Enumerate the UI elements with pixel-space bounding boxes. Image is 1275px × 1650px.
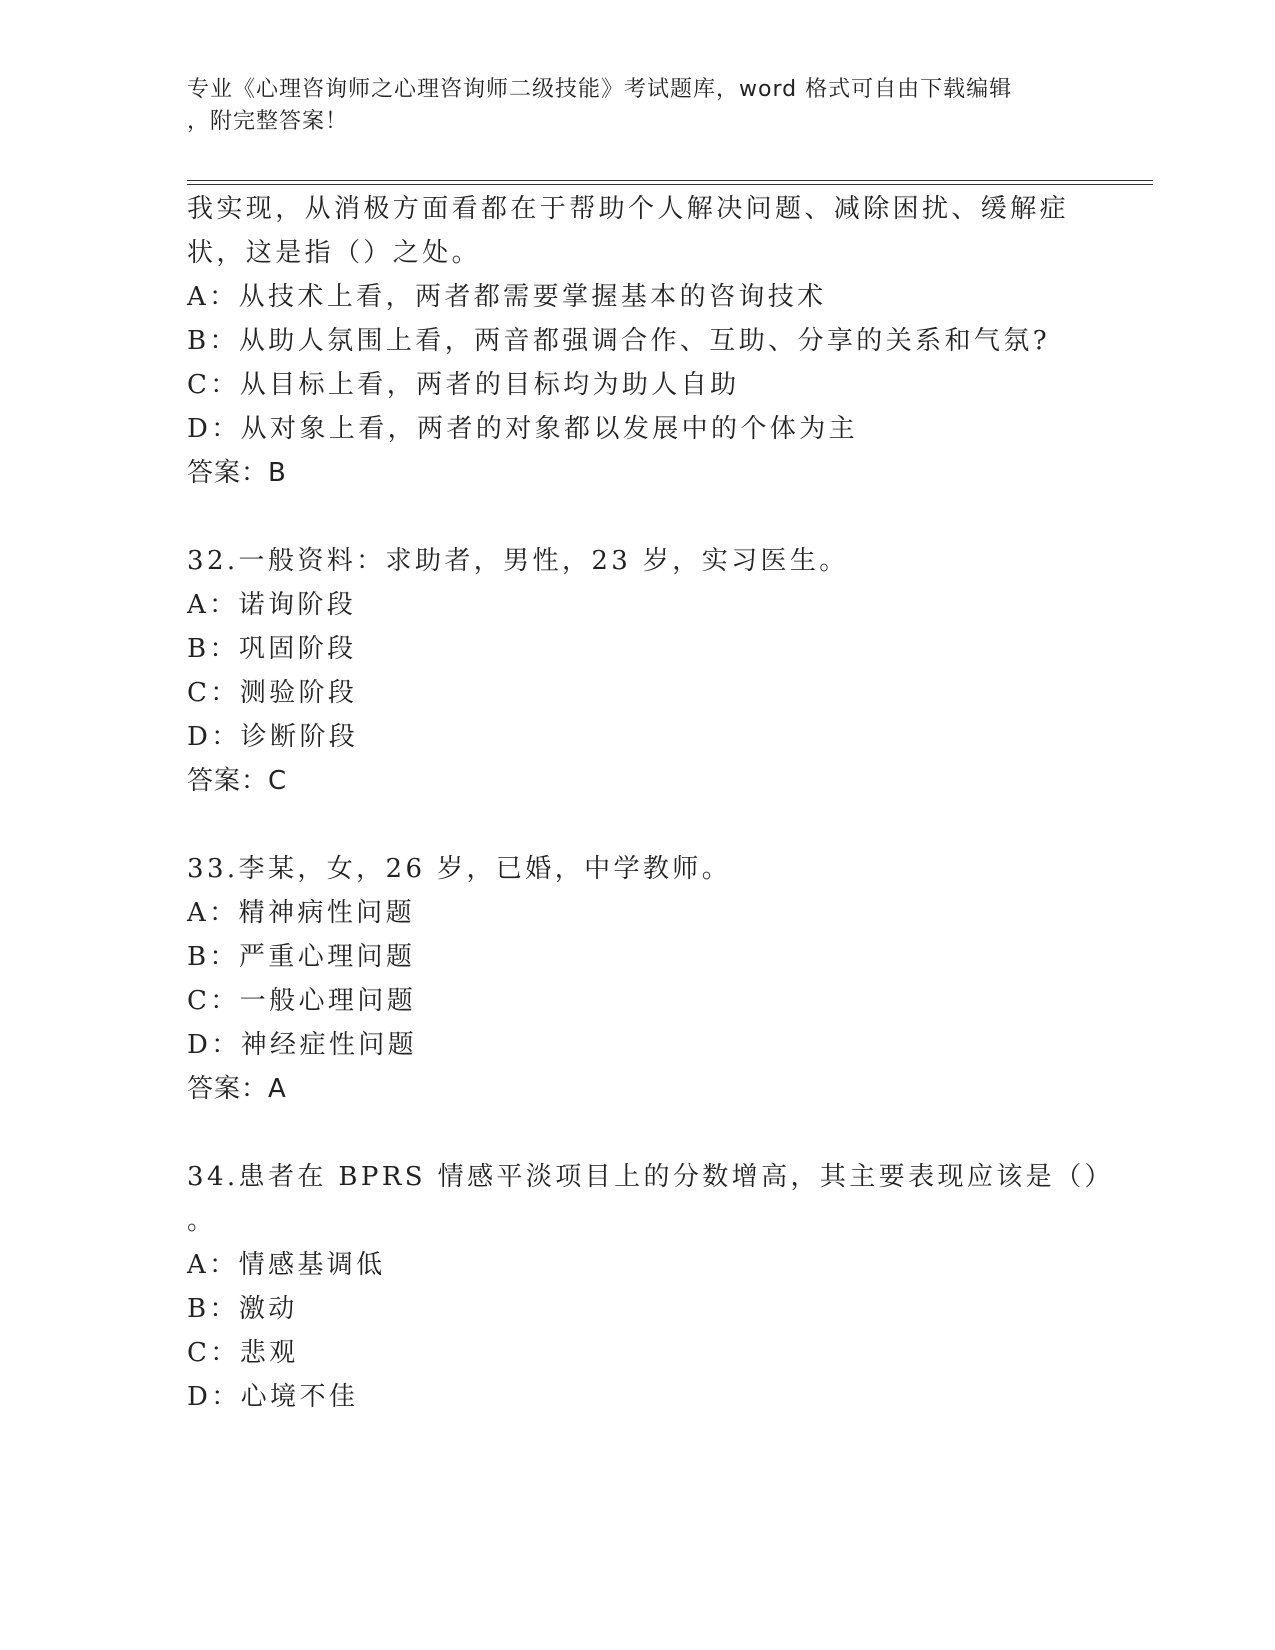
option-a: A：诺询阶段 — [187, 590, 357, 620]
option-c: C：从目标上看，两者的目标均为助人自助 — [187, 370, 740, 400]
question-stem-line: 34.患者在 BPRS 情感平淡项目上的分数增高，其主要表现应该是（） — [187, 1162, 1114, 1192]
answer-label: 答案：C — [187, 766, 288, 796]
question-stem-line: 我实现，从消极方面看都在于帮助个人解决问题、减除困扰、缓解症 — [187, 194, 1070, 224]
option-d: D：从对象上看，两者的对象都以发展中的个体为主 — [187, 414, 859, 444]
option-b: B：激动 — [187, 1294, 298, 1324]
option-b: B：从助人氛围上看，两音都强调合作、互助、分享的关系和气氛? — [187, 326, 1051, 356]
answer-label: 答案：A — [187, 1074, 287, 1104]
option-a: A：情感基调低 — [187, 1250, 386, 1280]
answer-label: 答案：B — [187, 458, 287, 488]
header-divider-top — [187, 180, 1153, 181]
option-a: A：从技术上看，两者都需要掌握基本的咨询技术 — [187, 282, 827, 312]
question-stem: 33.李某，女，26 岁，已婚，中学教师。 — [187, 854, 732, 884]
option-c: C：一般心理问题 — [187, 986, 417, 1016]
header-line-2: ，附完整答案！ — [187, 109, 349, 134]
option-d: D：神经症性问题 — [187, 1030, 418, 1060]
header-divider-bottom — [187, 184, 1153, 185]
option-c: C：测验阶段 — [187, 678, 358, 708]
document-header — [187, 74, 1067, 138]
option-b: B：严重心理问题 — [187, 942, 416, 972]
option-d: D：诊断阶段 — [187, 722, 359, 752]
question-stem-line: 状，这是指（）之处。 — [187, 238, 482, 268]
option-a: A：精神病性问题 — [187, 898, 415, 928]
option-b: B：巩固阶段 — [187, 634, 357, 664]
question-stem: 32.一般资料：求助者，男性，23 岁，实习医生。 — [187, 546, 849, 576]
option-c: C：悲观 — [187, 1338, 299, 1368]
question-stem-line: 。 — [187, 1206, 217, 1236]
option-d: D：心境不佳 — [187, 1382, 359, 1412]
header-line-1: 专业《心理咨询师之心理咨询师二级技能》考试题库，word 格式可自由下载编辑 — [187, 77, 1013, 102]
